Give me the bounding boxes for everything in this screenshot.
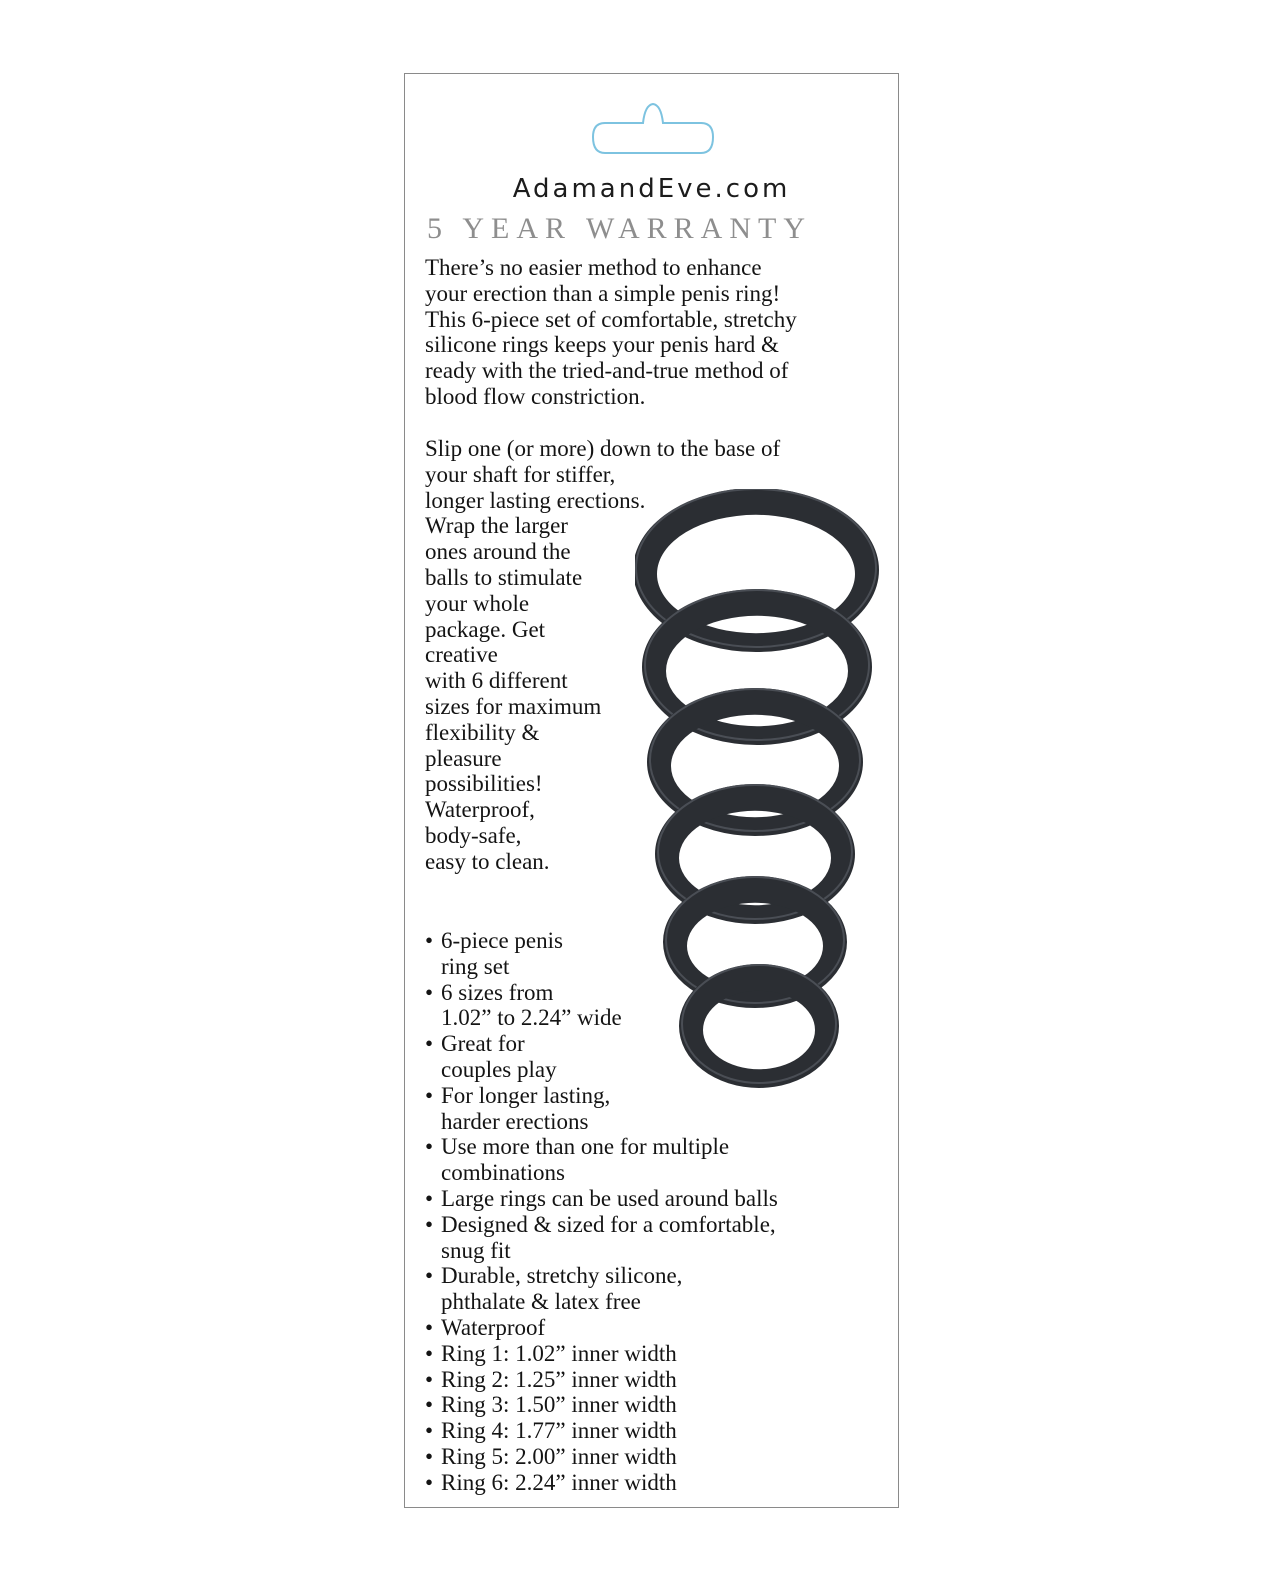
intro-paragraph (425, 255, 797, 410)
usage-line: easy to clean. (425, 848, 550, 874)
feature-line: 1.02” to 2.24” wide (441, 1005, 622, 1031)
usage-line: your shaft for stiffer, (425, 461, 616, 487)
feature-line: • Ring 6: 2.24” inner width (441, 1469, 677, 1495)
feature-item (425, 1367, 778, 1393)
feature-line: • Designed & sized for a comfortable, (441, 1211, 776, 1237)
feature-line: • Waterproof (441, 1314, 546, 1340)
feature-item (425, 1212, 778, 1264)
warranty-heading: 5 YEAR WARRANTY (427, 212, 813, 245)
feature-item (425, 1341, 778, 1367)
feature-item (425, 928, 778, 980)
feature-line: • Ring 3: 1.50” inner width (441, 1392, 677, 1418)
feature-line: • Ring 5: 2.00” inner width (441, 1443, 677, 1469)
brand-website: AdamandEve.com (512, 174, 791, 204)
intro-line: This 6-piece set of comfortable, stretchy (425, 306, 797, 332)
usage-line: body-safe, (425, 822, 522, 848)
feature-item (425, 980, 778, 1032)
feature-item (425, 1134, 778, 1186)
feature-line: • Ring 2: 1.25” inner width (441, 1366, 677, 1392)
feature-item (425, 1186, 778, 1212)
feature-line: harder erections (441, 1108, 589, 1134)
feature-item (425, 1263, 778, 1315)
usage-line: pleasure (425, 745, 502, 771)
feature-item (425, 1392, 778, 1418)
usage-line: ones around the (425, 539, 571, 565)
usage-line: creative (425, 642, 498, 668)
intro-line: silicone rings keeps your penis hard & (425, 332, 779, 358)
feature-line: snug fit (441, 1237, 511, 1263)
feature-item (425, 1470, 778, 1496)
feature-line: couples play (441, 1056, 557, 1082)
usage-line: with 6 different (425, 668, 568, 694)
feature-item (425, 1315, 778, 1341)
intro-line: There’s no easier method to enhance (425, 255, 762, 280)
usage-line: flexibility & (425, 719, 540, 745)
feature-item (425, 1083, 778, 1135)
usage-line: package. Get (425, 616, 546, 642)
intro-line: your erection than a simple penis ring! (425, 280, 781, 306)
usage-line: longer lasting erections. (425, 487, 646, 513)
feature-item (425, 1444, 778, 1470)
feature-list (425, 928, 778, 1496)
usage-line: sizes for maximum (425, 693, 602, 719)
usage-line: Waterproof, (425, 797, 535, 823)
usage-line: your whole (425, 590, 530, 616)
feature-line: ring set (441, 953, 510, 979)
usage-line: Slip one (or more) down to the base of (425, 436, 781, 461)
intro-line: blood flow constriction. (425, 383, 646, 409)
feature-line: • Ring 1: 1.02” inner width (441, 1340, 677, 1366)
feature-line: • Durable, stretchy silicone, (441, 1263, 683, 1289)
feature-line: • Great for (441, 1031, 525, 1057)
feature-line: phthalate & latex free (441, 1289, 641, 1315)
usage-line: Wrap the larger (425, 513, 568, 539)
packaging-card (404, 73, 899, 1508)
feature-line: • 6 sizes from (441, 979, 554, 1005)
feature-item (425, 1031, 778, 1083)
usage-line: balls to stimulate (425, 564, 583, 590)
feature-line: • Large rings can be used around balls (441, 1185, 778, 1211)
intro-line: ready with the tried-and-true method of (425, 358, 789, 384)
feature-item (425, 1418, 778, 1444)
hang-hole-icon (591, 101, 715, 157)
feature-line: • Use more than one for multiple (441, 1134, 730, 1160)
feature-line: • Ring 4: 1.77” inner width (441, 1418, 677, 1444)
feature-line: • 6-piece penis (441, 928, 563, 953)
usage-line: possibilities! (425, 771, 543, 797)
feature-line: • For longer lasting, (441, 1082, 611, 1108)
feature-line: combinations (441, 1160, 565, 1186)
